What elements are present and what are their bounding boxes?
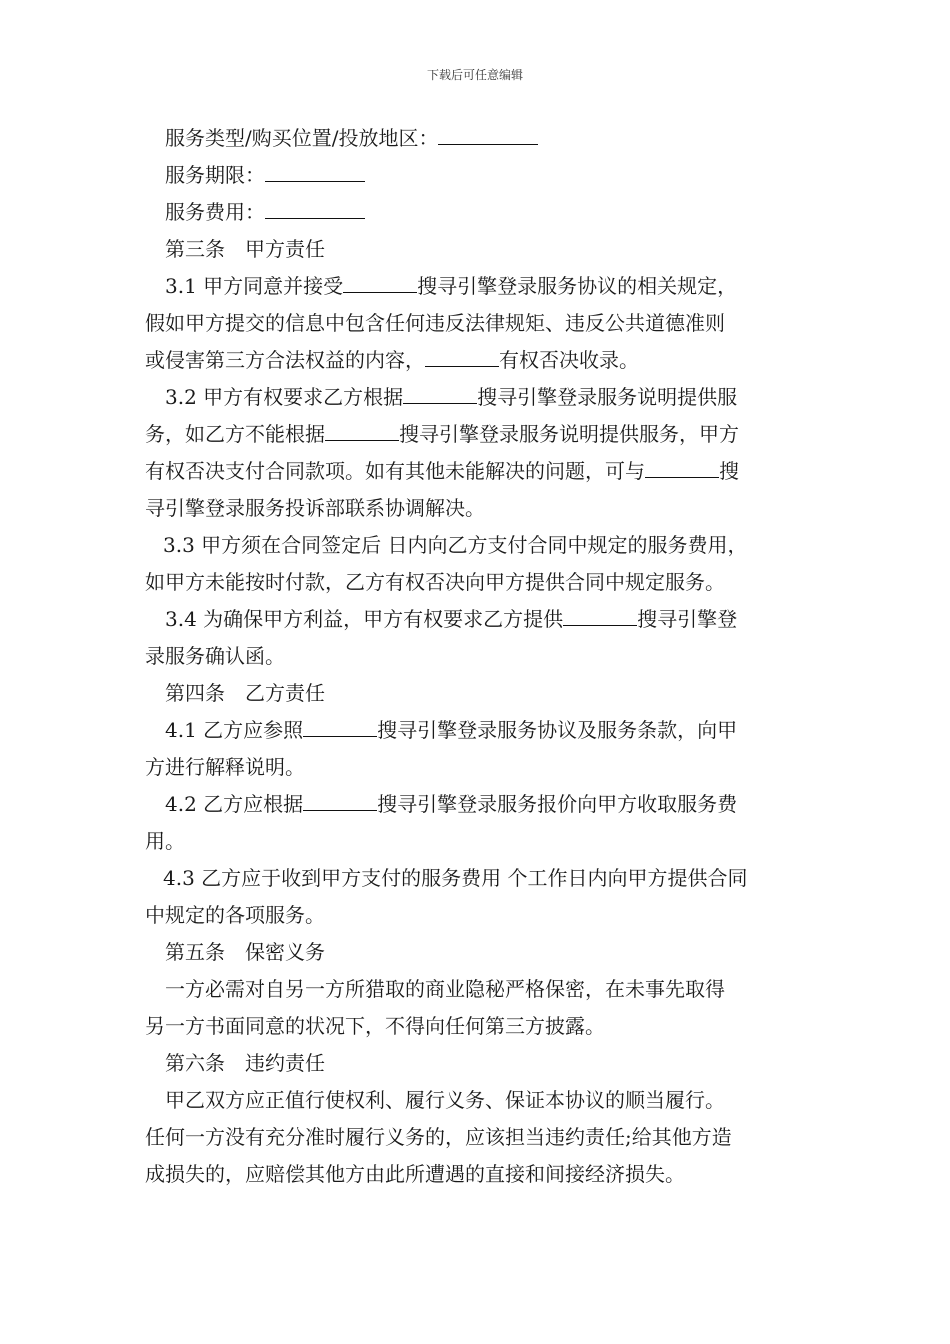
- clause-4-2-line-2: 用。: [145, 829, 185, 853]
- clause-3-2-blank-1: [403, 383, 477, 404]
- service-fee-label: 服务费用：: [165, 200, 265, 224]
- clause-3-2-blank-3: [645, 457, 719, 478]
- article-3-heading: 第三条 甲方责任: [165, 237, 325, 261]
- clause-3-2-line-4: 寻引擎登录服务投诉部联系协调解决。: [145, 496, 485, 520]
- clause-3-4-line-1: [165, 605, 835, 633]
- clause-3-1-blank-2: [425, 346, 499, 367]
- clause-3-2-blank-2: [325, 420, 399, 441]
- article-6-heading: 第六条 违约责任: [165, 1051, 325, 1075]
- service-term-label: 服务期限：: [165, 163, 265, 187]
- article-5-heading: 第五条 保密义务: [165, 940, 325, 964]
- clause-3-1-line-2: 假如甲方提交的信息中包含任何违反法律规矩、违反公共道德准则: [145, 311, 725, 335]
- clause-4-1-blank: [303, 716, 377, 737]
- clause-4-2-text-b: 搜寻引擎登录服务报价向甲方收取服务费: [377, 792, 738, 816]
- service-term-line: [165, 161, 835, 189]
- clause-3-1-text-b: 搜寻引擎登录服务协议的相关规定，: [417, 274, 738, 298]
- clause-3-1-text-d: 有权否决收录。: [499, 348, 639, 372]
- clause-4-1-text-b: 搜寻引擎登录服务协议及服务条款，向甲: [377, 718, 738, 742]
- clause-3-2-text-a: 3.2 甲方有权要求乙方根据: [165, 385, 404, 409]
- page-header: 下载后可任意编辑: [426, 68, 523, 82]
- clause-4-2-line-1: [165, 790, 835, 818]
- clause-3-3-line-2: 如甲方未能按时付款，乙方有权否决向甲方提供合同中规定服务。: [145, 570, 725, 594]
- service-type-label: 服务类型/购买位置/投放地区：: [165, 126, 439, 150]
- article-6-line-1: 甲乙双方应正值行使权利、履行义务、保证本协议的顺当履行。: [165, 1088, 725, 1112]
- clause-3-1-line-3: [145, 346, 815, 374]
- service-fee-line: [165, 198, 835, 226]
- clause-3-1-text-a: 3.1 甲方同意并接受: [165, 274, 344, 298]
- clause-3-2-text-d: 搜寻引擎登录服务说明提供服务，甲方: [399, 422, 739, 446]
- clause-3-4-blank: [563, 605, 637, 626]
- clause-3-2-line-2: [145, 420, 815, 448]
- clause-3-3-line-1: 3.3 甲方须在合同签定后 日内向乙方支付合同中规定的服务费用，: [163, 533, 748, 557]
- service-type-line: [165, 124, 835, 152]
- article-6-line-2: 任何一方没有充分准时履行义务的，应该担当违约责任;给其他方造: [145, 1125, 732, 1149]
- clause-3-4-text-a: 3.4 为确保甲方利益，甲方有权要求乙方提供: [165, 607, 564, 631]
- clause-3-2-text-e: 有权否决支付合同款项。如有其他未能解决的问题，可与: [145, 459, 645, 483]
- clause-4-2-blank: [303, 790, 377, 811]
- clause-3-1-text-c: 或侵害第三方合法权益的内容，: [145, 348, 425, 372]
- clause-3-1-line-1: [165, 272, 835, 300]
- clause-3-2-line-1: [165, 383, 835, 411]
- clause-4-1-line-2: 方进行解释说明。: [145, 755, 305, 779]
- service-type-blank: [438, 124, 538, 145]
- clause-3-2-text-f: 搜: [719, 459, 739, 483]
- clause-3-1-blank-1: [343, 272, 417, 293]
- service-term-blank: [265, 161, 365, 182]
- article-5-line-2: 另一方书面同意的状况下，不得向任何第三方披露。: [145, 1014, 605, 1038]
- clause-4-2-text-a: 4.2 乙方应根据: [165, 792, 304, 816]
- clause-4-1-line-1: [165, 716, 835, 744]
- clause-3-2-line-3: [145, 457, 815, 485]
- clause-3-4-line-2: 录服务确认函。: [145, 644, 285, 668]
- clause-3-2-text-c: 务，如乙方不能根据: [145, 422, 325, 446]
- clause-4-1-text-a: 4.1 乙方应参照: [165, 718, 304, 742]
- service-fee-blank: [265, 198, 365, 219]
- clause-4-3-line-1: 4.3 乙方应于收到甲方支付的服务费用 个工作日内向甲方提供合同: [163, 866, 748, 890]
- clause-3-4-text-b: 搜寻引擎登: [637, 607, 738, 631]
- article-6-line-3: 成损失的，应赔偿其他方由此所遭遇的直接和间接经济损失。: [145, 1162, 685, 1186]
- clause-3-2-text-b: 搜寻引擎登录服务说明提供服: [477, 385, 738, 409]
- article-4-heading: 第四条 乙方责任: [165, 681, 325, 705]
- clause-4-3-line-2: 中规定的各项服务。: [145, 903, 325, 927]
- article-5-line-1: 一方必需对自另一方所猎取的商业隐秘严格保密，在未事先取得: [165, 977, 725, 1001]
